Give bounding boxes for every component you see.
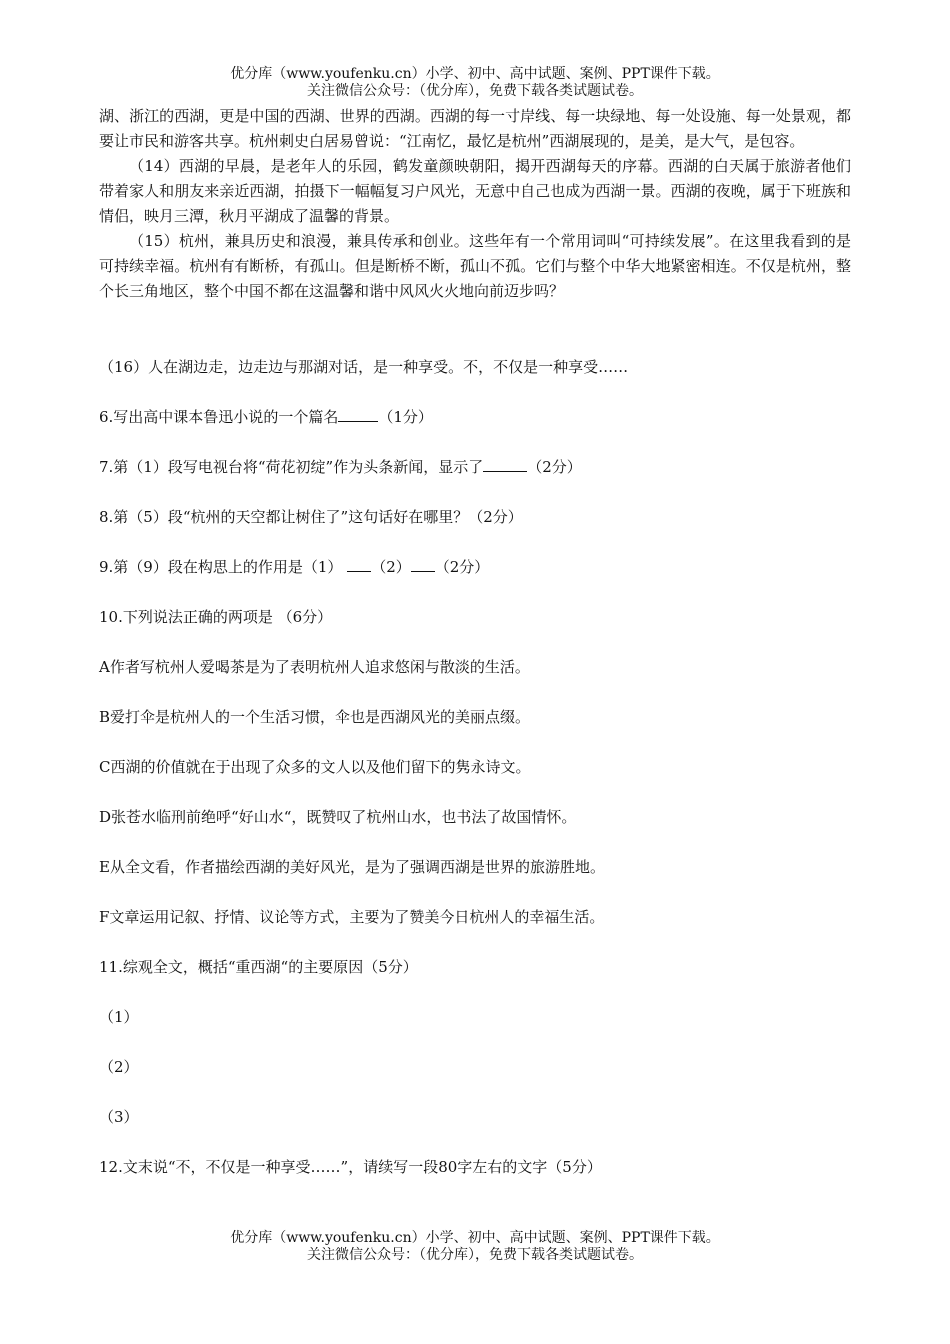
option-f: F文章运用记叙、抒情、议论等方式，主要为了赞美今日杭州人的幸福生活。 [99,908,605,926]
question-12: 12.文末说“不，不仅是一种享受……”，请续写一段80字左右的文字（5分） [99,1158,602,1176]
answer-blank[interactable] [411,557,435,572]
option-a: A作者写杭州人爱喝茶是为了表明杭州人追求悠闲与散淡的生活。 [99,658,530,676]
paragraph-13-tail: 湖、浙江的西湖，更是中国的西湖、世界的西湖。西湖的每一寸岸线、每一块绿地、每一处设施、每一处景观，都要让市民和游客共享。杭州刺史白居易曾说：“江南忆，最忆是杭州”西湖展现的，是美，是大气，是包容。 [99,107,851,150]
question-6-text: 6.写出高中课本鲁迅小说的一个篇名 [99,408,339,426]
answer-blank[interactable] [338,407,378,422]
question-7-score: （2分） [527,458,582,476]
option-e: E从全文看，作者描绘西湖的美好风光，是为了强调西湖是世界的旅游胜地。 [99,858,605,876]
option-b: B爱打伞是杭州人的一个生活习惯，伞也是西湖风光的美丽点缀。 [99,708,531,726]
paragraph-16: （16）人在湖边走，边走边与那湖对话，是一种享受。不，不仅是一种享受…… [99,358,629,376]
question-10: 10.下列说法正确的两项是 （6分） [99,608,333,626]
question-11: 11.综观全文，概括“重西湖“的主要原因（5分） [99,958,418,976]
question-7 [99,456,851,478]
page-footer [0,1230,950,1264]
question-8: 8.第（5）段“杭州的天空都让树住了”这句话好在哪里？（2分） [99,508,523,526]
header-line-1: 优分库（www.youfenku.cn）小学、初中、高中试题、案例、PPT课件下载。 [230,66,720,82]
question-9 [99,556,851,578]
question-7-text: 7.第（1）段写电视台将“荷花初绽”作为头条新闻，显示了 [99,458,484,476]
answer-blank[interactable] [483,457,527,472]
question-9-score: （2分） [434,558,490,576]
header-line-2: 关注微信公众号：（优分库），免费下载各类试题试卷。 [307,83,643,99]
footer-line-2: 关注微信公众号：（优分库），免费下载各类试题试卷。 [307,1247,643,1263]
option-c: C西湖的价值就在于出现了众多的文人以及他们留下的隽永诗文。 [99,758,531,776]
question-6-score: （1分） [378,408,433,426]
footer-line-1: 优分库（www.youfenku.cn）小学、初中、高中试题、案例、PPT课件下载。 [230,1230,720,1246]
paragraph-14: （14）西湖的早晨，是老年人的乐园，鹤发童颜映朝阳，揭开西湖每天的序幕。西湖的白天属于旅游者他们带着家人和朋友来亲近西湖，拍摄下一幅幅复习户风光，无意中自己也成为西湖一景。西湖的夜晚，属于下班族和情侣，映月三潭，秋月平湖成了温馨的背景。 [99,157,851,225]
passage-body [99,104,851,304]
question-6 [99,406,851,428]
answer-blank[interactable] [347,557,371,572]
page-header [0,66,950,100]
answer-item-3: （3） [99,1108,139,1126]
option-d: D张苍水临刑前绝呼“好山水“，既赞叹了杭州山水，也书法了故国情怀。 [99,808,577,826]
paragraph-15: （15）杭州，兼具历史和浪漫，兼具传承和创业。这些年有一个常用词叫“可持续发展”。在这里我看到的是可持续幸福。杭州有有断桥，有孤山。但是断桥不断，孤山不孤。它们与整个中华大地紧密相连。不仅是杭州，整个长三角地区，整个中国不都在这温馨和谐中风风火火地向前迈步吗？ [99,232,851,300]
question-9-text: 9.第（9）段在构思上的作用是（1） [99,558,343,576]
answer-item-2: （2） [99,1058,139,1076]
answer-item-1: （1） [99,1008,139,1026]
question-9-mid: （2） [371,558,411,576]
